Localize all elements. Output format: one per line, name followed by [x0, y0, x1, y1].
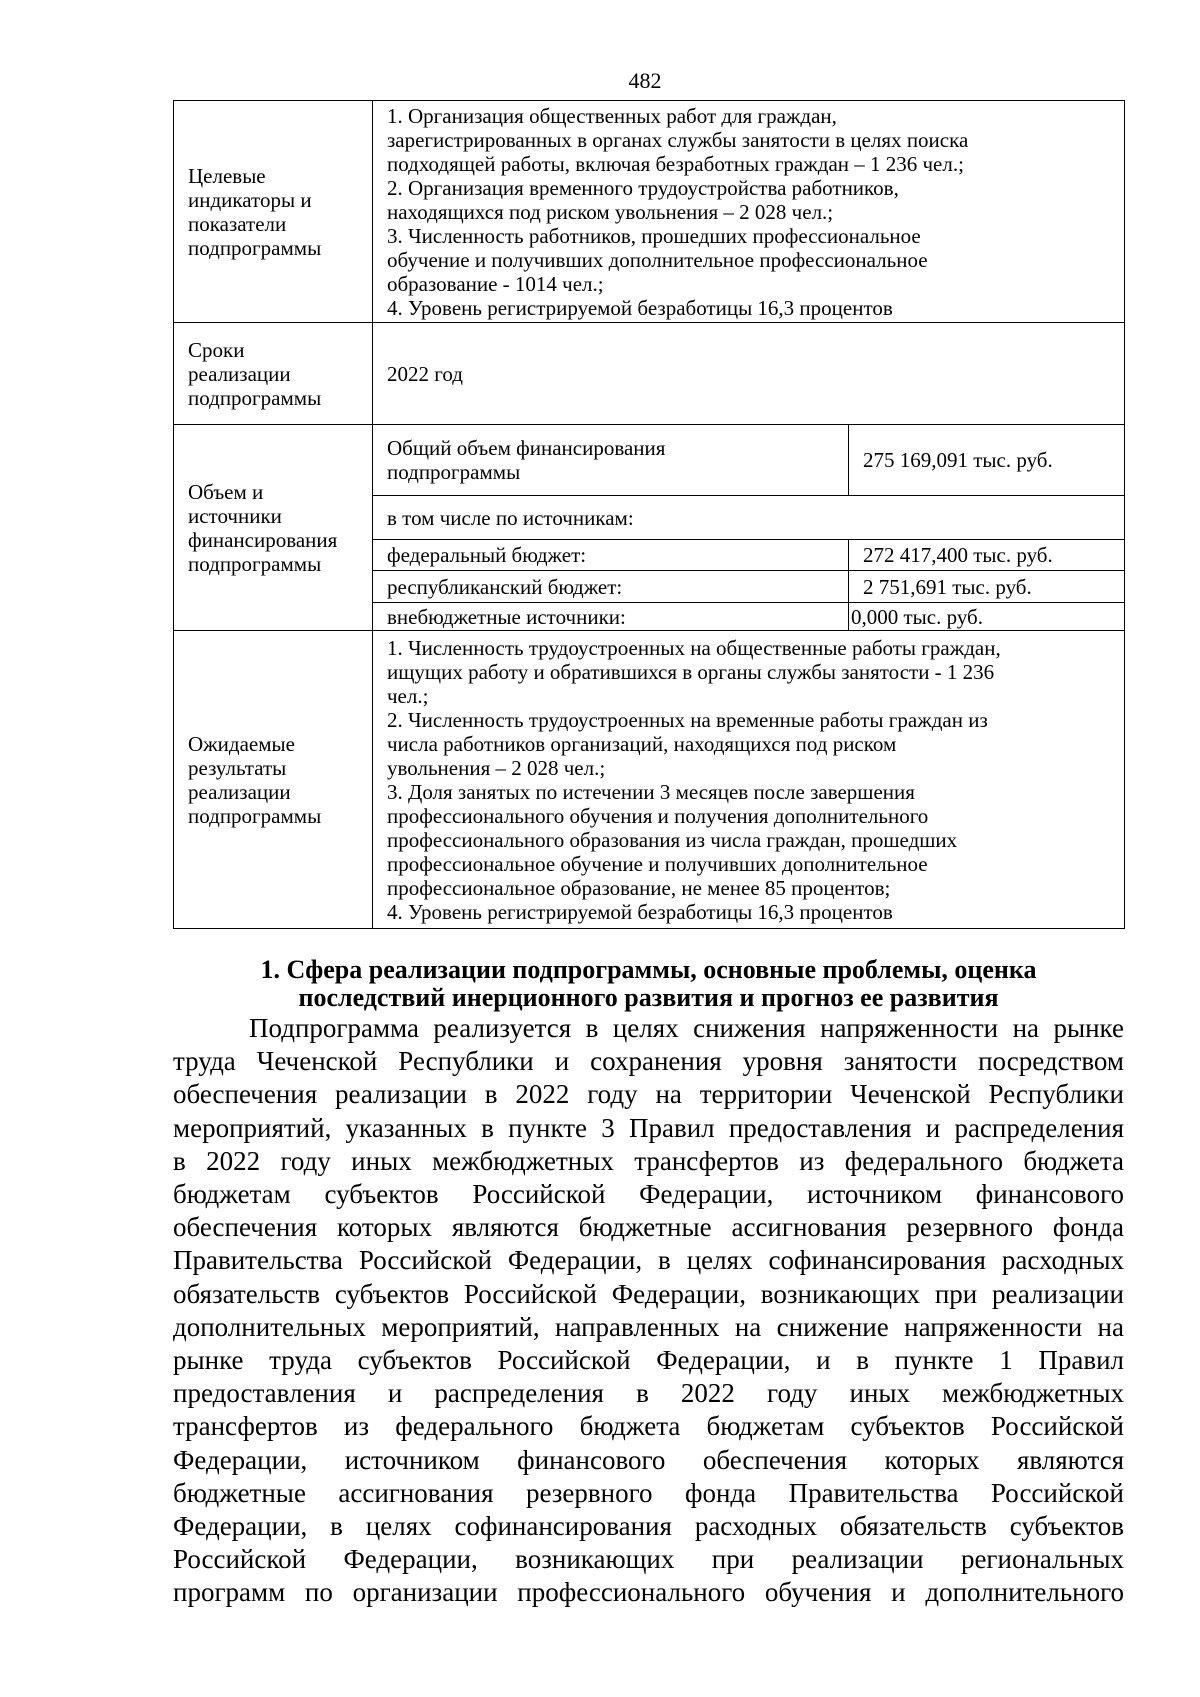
subprogram-passport-table — [173, 100, 1125, 929]
paragraph-line: дополнительных мероприятий, направленных на снижение напряженности на — [173, 1311, 1124, 1342]
republican-budget-label: республиканский бюджет: — [373, 571, 849, 603]
paragraph-line: бюджетные ассигнования резервного фонда Правительства Российской — [173, 1477, 1124, 1508]
paragraph-line: Российской Федерации, возникающих при реализации региональных — [173, 1544, 1124, 1575]
republican-budget-value: 2 751,691 тыс. руб. — [849, 571, 1125, 603]
page-number: 482 — [628, 68, 662, 93]
content-implementation-period: 2022 год — [373, 323, 1125, 425]
paragraph-line: трансфертов из федерального бюджета бюджетам субъектов Российской — [173, 1411, 1124, 1442]
paragraph-line: обеспечения которых являются бюджетные ассигнования резервного фонда — [173, 1212, 1124, 1243]
label-expected-results: Ожидаемые результаты реализации подпрограммы — [174, 631, 373, 929]
row-financing-total — [174, 425, 1125, 496]
content-target-indicators: 1. Организация общественных работ для граждан, зарегистрированных в органах службы занятости в целях поиска подходящей работы, включая безработных граждан – 1 236 чел.; 2. Организация временного трудоустройства работников, находящихся под риском увольнения – 2 028 чел.; 3. Численность работников, прошедших профессиональное обучение и получивших дополнительное профессиональное образование - 1014 чел.; 4. Уровень регистрируемой безработицы 16,3 процентов — [373, 101, 1125, 323]
paragraph-line: Федерации, источником финансового обеспечения которых являются — [173, 1444, 1124, 1475]
row-implementation-period — [174, 323, 1125, 425]
financing-total-value: 275 169,091 тыс. руб. — [849, 425, 1125, 496]
paragraph-line: предоставления и распределения в 2022 году иных межбюджетных — [173, 1378, 1124, 1409]
row-expected-results — [174, 631, 1125, 929]
federal-budget-value: 272 417,400 тыс. руб. — [849, 540, 1125, 571]
paragraph-line: программ по организации профессионального обучения и дополнительного — [173, 1577, 1124, 1608]
paragraph-line: Федерации, в целях софинансирования расходных обязательств субъектов — [173, 1511, 1124, 1542]
paragraph-line: труда Чеченской Республики и сохранения уровня занятости посредством — [173, 1046, 1124, 1077]
paragraph-line: обязательств субъектов Российской Федерации, возникающих при реализации — [173, 1278, 1124, 1309]
extrabudgetary-label: внебюджетные источники: — [373, 603, 849, 631]
section-heading — [173, 956, 1124, 1012]
paragraph-line: обеспечения реализации в 2022 году на территории Чеченской Республики — [173, 1079, 1124, 1110]
paragraph-line: бюджетам субъектов Российской Федерации, источником финансового — [173, 1179, 1124, 1210]
financing-by-sources-label: в том числе по источникам: — [373, 496, 1125, 540]
content-expected-results: 1. Численность трудоустроенных на общественные работы граждан, ищущих работу и обратившихся в органы службы занятости - 1 236 чел.; 2. Численность трудоустроенных на временные работы граждан из числа работников организаций, находящихся под риском увольнения – 2 028 чел.; 3. Доля занятых по истечении 3 месяцев после завершения профессионального обучения и получения дополнительного профессионального образования из числа граждан, прошедших профессиональное обучение и получивших дополнительное профессиональное образование, не менее 85 процентов; 4. Уровень регистрируемой безработицы 16,3 процентов — [373, 631, 1125, 929]
label-implementation-period: Сроки реализации подпрограммы — [174, 323, 373, 425]
section-heading-line: последствий инерционного развития и прогноз ее развития — [298, 983, 999, 1012]
financing-total-label: Общий объем финансирования подпрограммы — [373, 425, 849, 496]
section-paragraph — [173, 1012, 1124, 1610]
label-target-indicators: Целевые индикаторы и показатели подпрограммы — [174, 101, 373, 323]
row-target-indicators — [174, 101, 1125, 323]
section-heading-line: 1. Сфера реализации подпрограммы, основные проблемы, оценка — [260, 955, 1037, 984]
paragraph-line: Правительства Российской Федерации, в целях софинансирования расходных — [173, 1245, 1124, 1276]
paragraph-line: мероприятий, указанных в пункте 3 Правил предоставления и распределения — [173, 1112, 1124, 1143]
paragraph-line: в 2022 году иных межбюджетных трансфертов из федерального бюджета — [173, 1145, 1124, 1176]
paragraph-line: рынке труда субъектов Российской Федерации, и в пункте 1 Правил — [173, 1345, 1124, 1376]
extrabudgetary-value: 0,000 тыс. руб. — [849, 603, 1125, 631]
federal-budget-label: федеральный бюджет: — [373, 540, 849, 571]
paragraph-line: Подпрограмма реализуется в целях снижения напряженности на рынке — [249, 1013, 1124, 1043]
label-financing: Объем и источники финансирования подпрограммы — [174, 425, 373, 631]
